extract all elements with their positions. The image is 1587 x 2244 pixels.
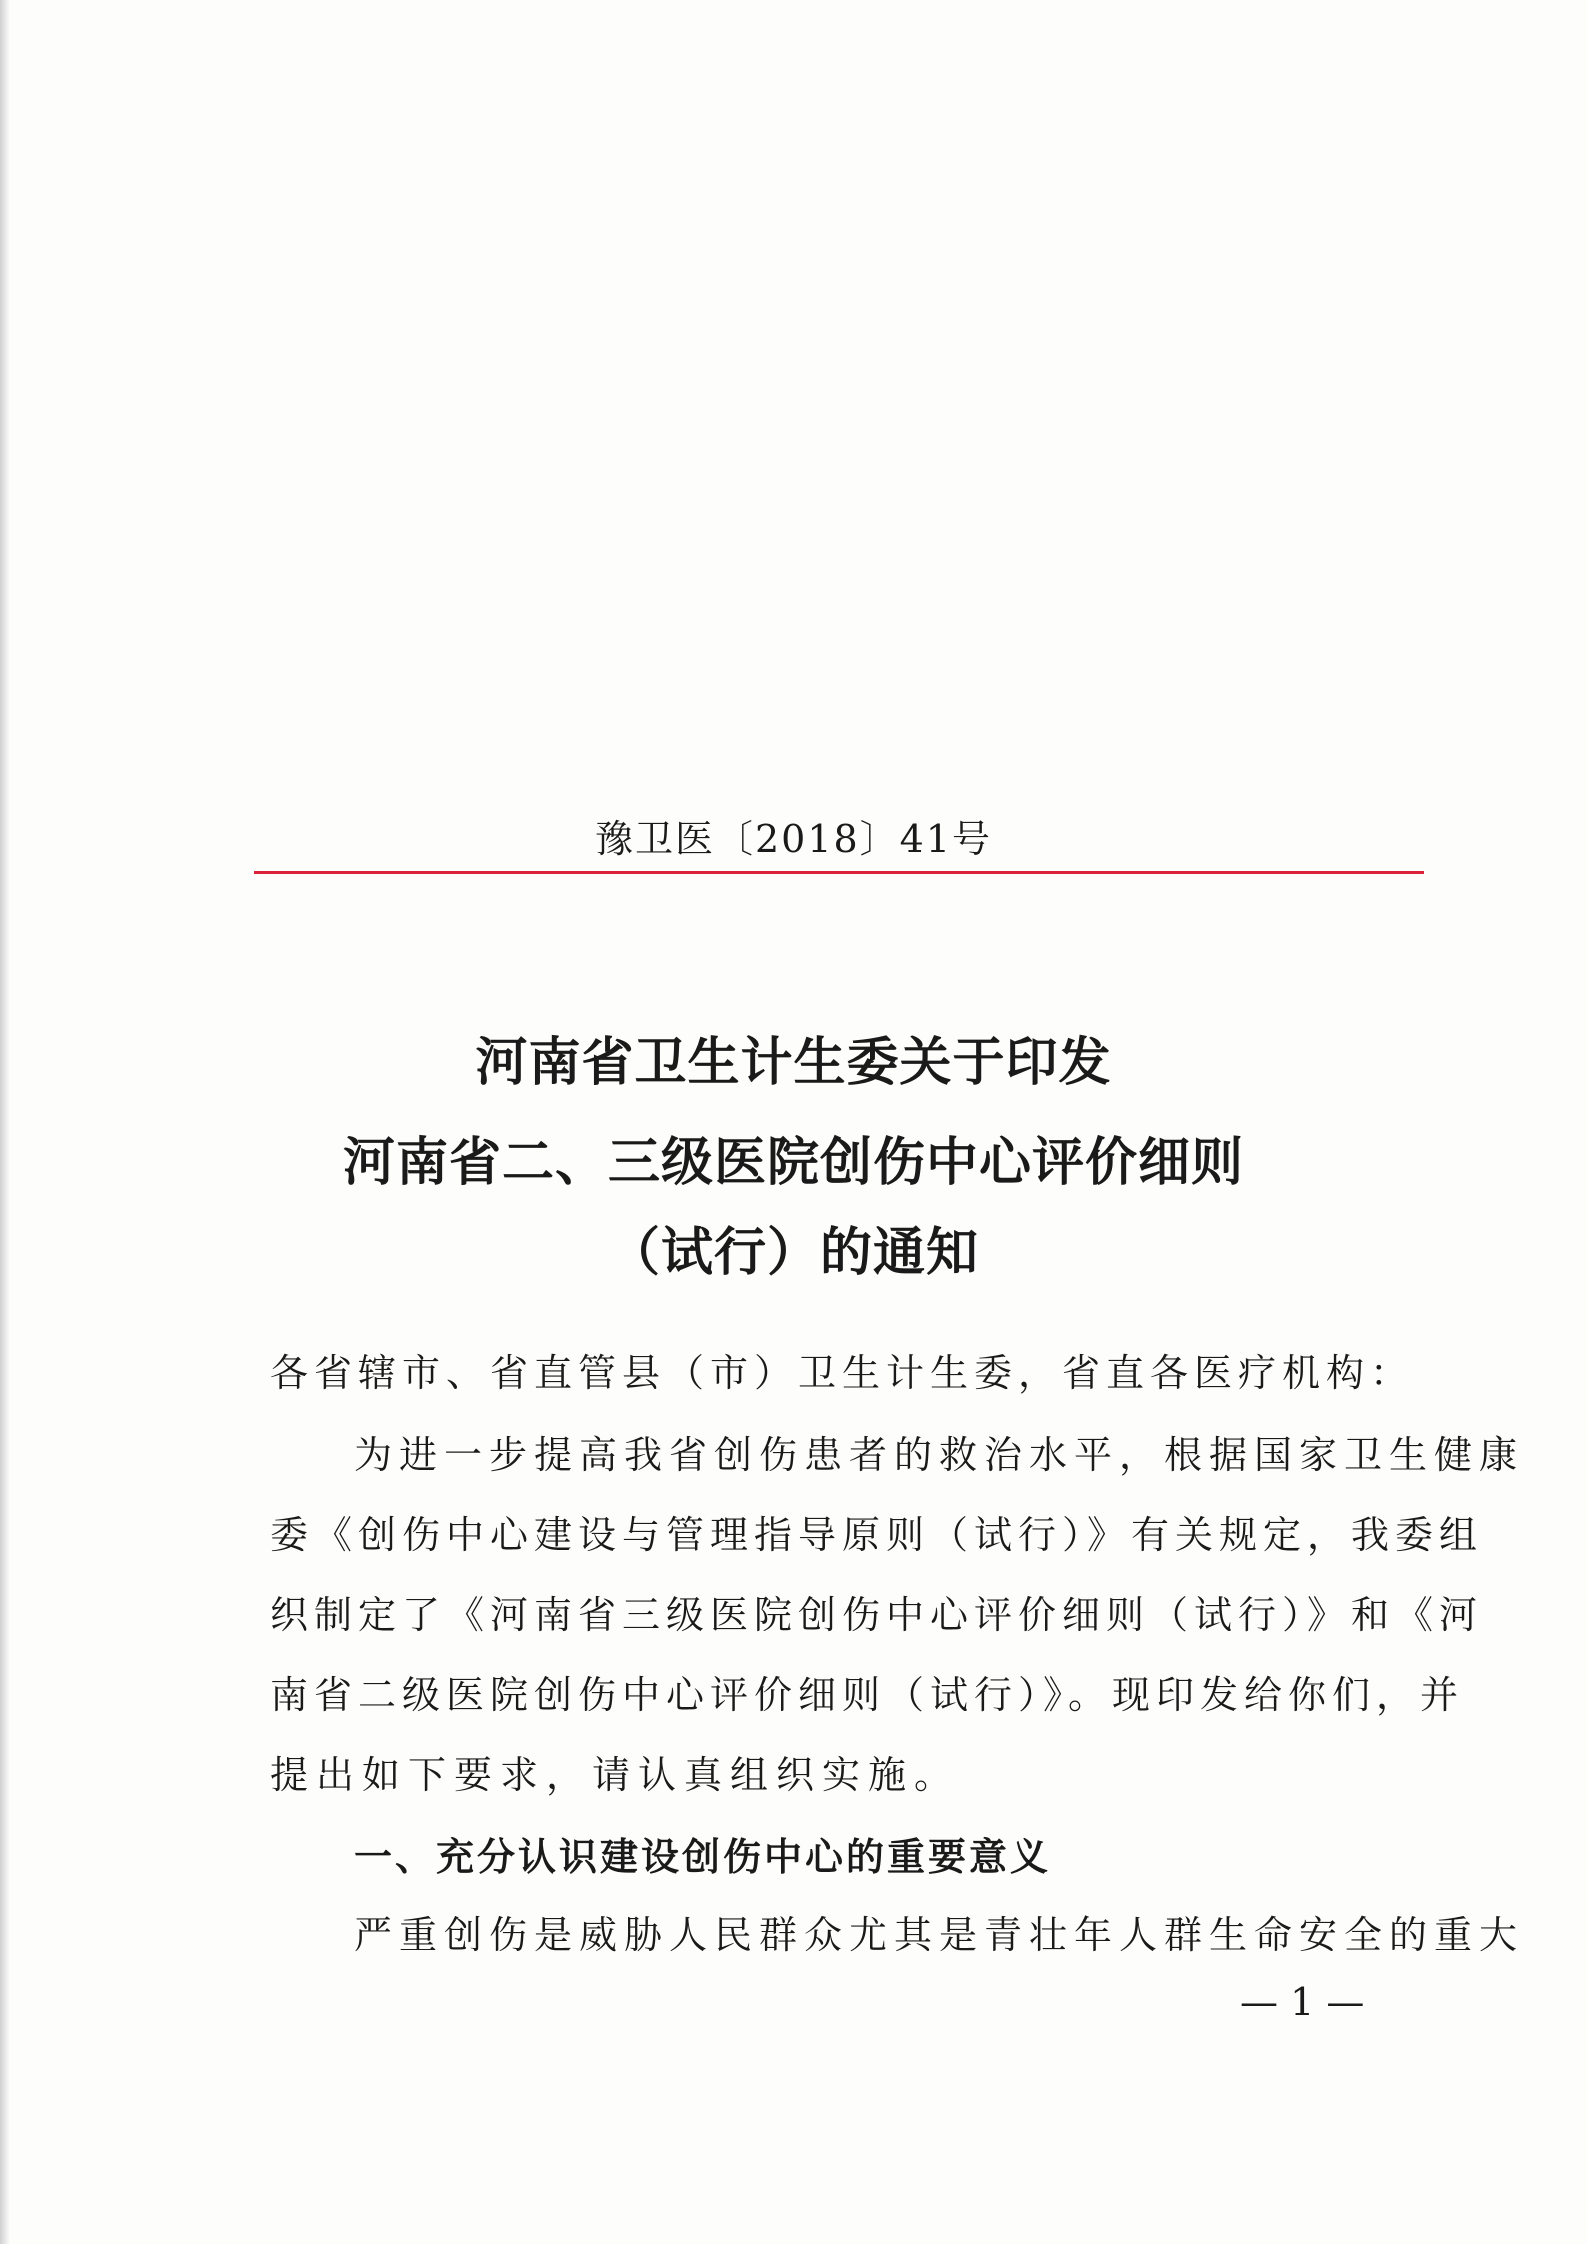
document-number: 豫卫医〔2018〕41号 — [594, 817, 993, 861]
section-1-first-line: 严重创伤是威胁人民群众尤其是青壮年人群生命安全的重大 — [354, 1913, 1525, 1957]
title-line-1: 河南省卫生计生委关于印发 — [475, 1032, 1112, 1093]
body-line-2: 委《创伤中心建设与管理指导原则（试行）》有关规定，我委组 — [270, 1513, 1484, 1557]
body-line-1: 为进一步提高我省创伤患者的救治水平，根据国家卫生健康 — [354, 1433, 1525, 1477]
body-line-5: 提出如下要求，请认真组织实施。 — [270, 1753, 961, 1797]
page-number: — 1 — — [1240, 1980, 1365, 2024]
addressee: 各省辖市、省直管县（市）卫生计生委，省直各医疗机构： — [270, 1351, 1415, 1395]
title-line-2: 河南省二、三级医院创伤中心评价细则 — [342, 1132, 1244, 1193]
title-line-3: （试行）的通知 — [607, 1222, 979, 1283]
body-line-3: 织制定了《河南省三级医院创伤中心评价细则（试行）》和《河 — [270, 1593, 1484, 1637]
body-line-4: 南省二级医院创伤中心评价细则（试行）》。现印发给你们，并 — [270, 1673, 1465, 1717]
section-heading-1: 一、充分认识建设创伤中心的重要意义 — [354, 1835, 1052, 1879]
red-separator-line — [254, 871, 1424, 874]
